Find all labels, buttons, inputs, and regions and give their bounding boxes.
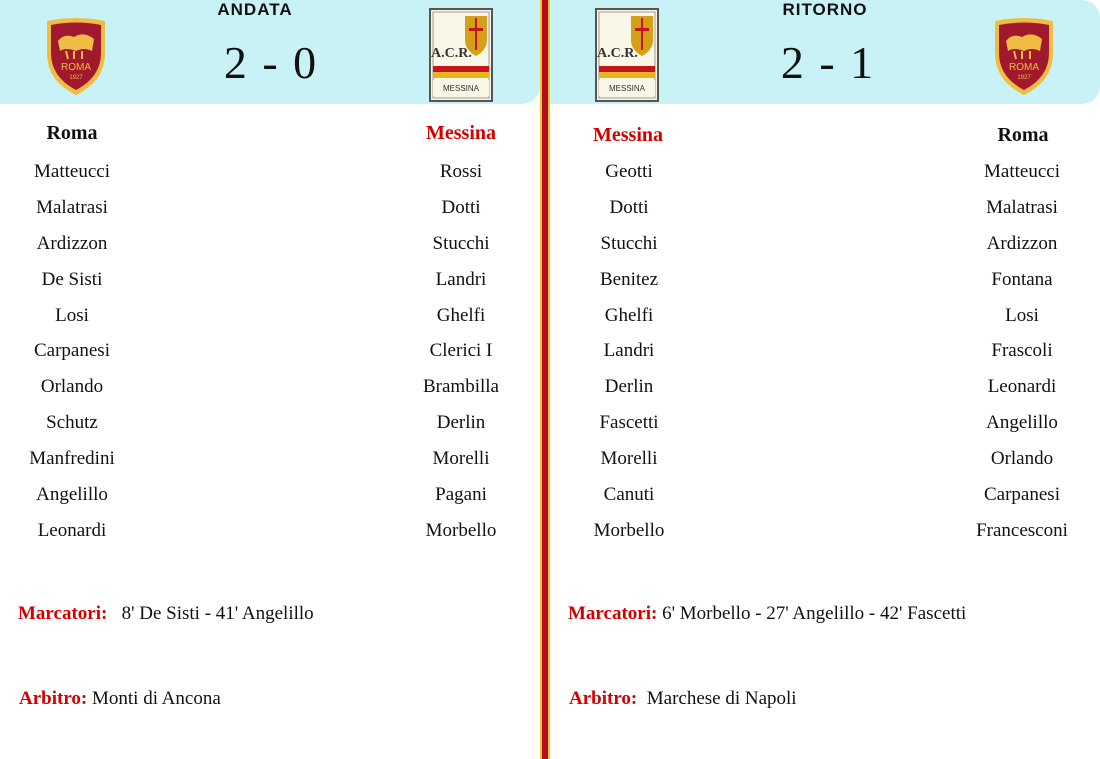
- andata-referee: [19, 688, 221, 710]
- player-name: Brambilla: [423, 376, 499, 398]
- player-name: Orlando: [990, 448, 1054, 470]
- player-name: Ghelfi: [604, 304, 654, 326]
- player-name: Dotti: [441, 196, 481, 218]
- player-name: Leonardi: [37, 519, 107, 541]
- player-name: Clerici I: [429, 340, 493, 362]
- andata-score: 2 - 0: [223, 37, 319, 88]
- scorers-value: 8' De Sisti - 41' Angelillo: [121, 603, 314, 624]
- andata-home-lineup: [0, 160, 147, 555]
- andata-away-lineup: [386, 160, 536, 555]
- ritorno-score: 2 - 1: [780, 37, 876, 88]
- referee-label: Arbitro:: [569, 688, 638, 709]
- ritorno-section: [550, 0, 1100, 759]
- player-name: Fascetti: [599, 412, 659, 434]
- messina-logo-subtitle: MESSINA: [442, 84, 479, 93]
- messina-logo: [429, 8, 493, 102]
- player-name: Stucchi: [600, 232, 658, 254]
- player-name: Orlando: [40, 376, 104, 398]
- scorers-label: Marcatori:: [568, 603, 658, 624]
- roma-crest-icon: [992, 16, 1056, 98]
- andata-section: [0, 0, 540, 759]
- player-name: Ardizzon: [36, 232, 108, 254]
- player-name: Canuti: [603, 484, 655, 506]
- player-name: Francesconi: [976, 519, 1068, 541]
- player-name: Derlin: [436, 412, 486, 434]
- scorers-value: 6' Morbello - 27' Angelillo - 42' Fascetti: [662, 603, 967, 624]
- ritorno-home-lineup: [554, 160, 704, 555]
- andata-away-team: Messina: [426, 122, 496, 144]
- player-name: Rossi: [439, 161, 483, 182]
- messina-logo-text: A.C.R.: [597, 46, 638, 61]
- player-name: Landri: [435, 268, 487, 290]
- player-name: Landri: [603, 340, 655, 362]
- player-name: Morbello: [593, 519, 665, 541]
- roma-logo-text: ROMA: [1009, 62, 1039, 73]
- scorers-label: Marcatori:: [18, 603, 108, 624]
- player-name: Angelillo: [36, 484, 108, 506]
- player-name: Angelillo: [986, 412, 1058, 434]
- center-divider: [540, 0, 550, 759]
- andata-title: ANDATA: [217, 0, 293, 19]
- ritorno-title: RITORNO: [782, 0, 868, 19]
- player-name: Morelli: [600, 448, 658, 470]
- player-name: Fontana: [991, 268, 1053, 290]
- player-name: Morelli: [432, 448, 490, 470]
- messina-logo-subtitle: MESSINA: [608, 84, 645, 93]
- referee-value: Monti di Ancona: [92, 688, 221, 709]
- messina-logo: [595, 8, 659, 102]
- andata-home-team: Roma: [46, 122, 98, 144]
- player-name: De Sisti: [41, 268, 103, 290]
- roma-logo: [44, 16, 108, 98]
- ritorno-away-lineup: [947, 160, 1097, 555]
- referee-label: Arbitro:: [19, 688, 88, 709]
- ritorno-home-team: Messina: [593, 124, 663, 146]
- player-name: Frascoli: [991, 340, 1053, 362]
- player-name: Morbello: [425, 519, 497, 541]
- player-name: Schutz: [46, 412, 98, 434]
- player-name: Matteucci: [984, 161, 1060, 182]
- player-name: Leonardi: [987, 376, 1057, 398]
- player-name: Pagani: [435, 484, 487, 506]
- player-name: Dotti: [609, 196, 649, 218]
- player-name: Ardizzon: [986, 232, 1058, 254]
- ritorno-scorers: [568, 603, 966, 625]
- roma-logo-text: ROMA: [61, 62, 91, 73]
- player-name: Ghelfi: [436, 304, 486, 326]
- player-name: Carpanesi: [984, 484, 1060, 506]
- roma-logo-year: 1927: [69, 75, 83, 81]
- player-name: Derlin: [604, 376, 654, 398]
- roma-crest-icon: [44, 16, 108, 98]
- player-name: Losi: [55, 304, 89, 326]
- ritorno-referee: [569, 688, 797, 710]
- player-name: Geotti: [605, 161, 653, 182]
- player-name: Matteucci: [34, 161, 110, 182]
- roma-logo: [992, 16, 1056, 98]
- roma-logo-year: 1927: [1017, 75, 1031, 81]
- player-name: Stucchi: [432, 232, 490, 254]
- player-name: Benitez: [599, 268, 659, 290]
- player-name: Carpanesi: [34, 340, 110, 362]
- player-name: Malatrasi: [986, 196, 1058, 218]
- player-name: Malatrasi: [36, 196, 108, 218]
- andata-scorers: [18, 603, 314, 625]
- messina-logo-text: A.C.R.: [431, 46, 472, 61]
- player-name: Manfredini: [29, 448, 115, 470]
- referee-value: Marchese di Napoli: [646, 688, 797, 709]
- player-name: Losi: [1005, 304, 1039, 326]
- ritorno-away-team: Roma: [997, 124, 1049, 146]
